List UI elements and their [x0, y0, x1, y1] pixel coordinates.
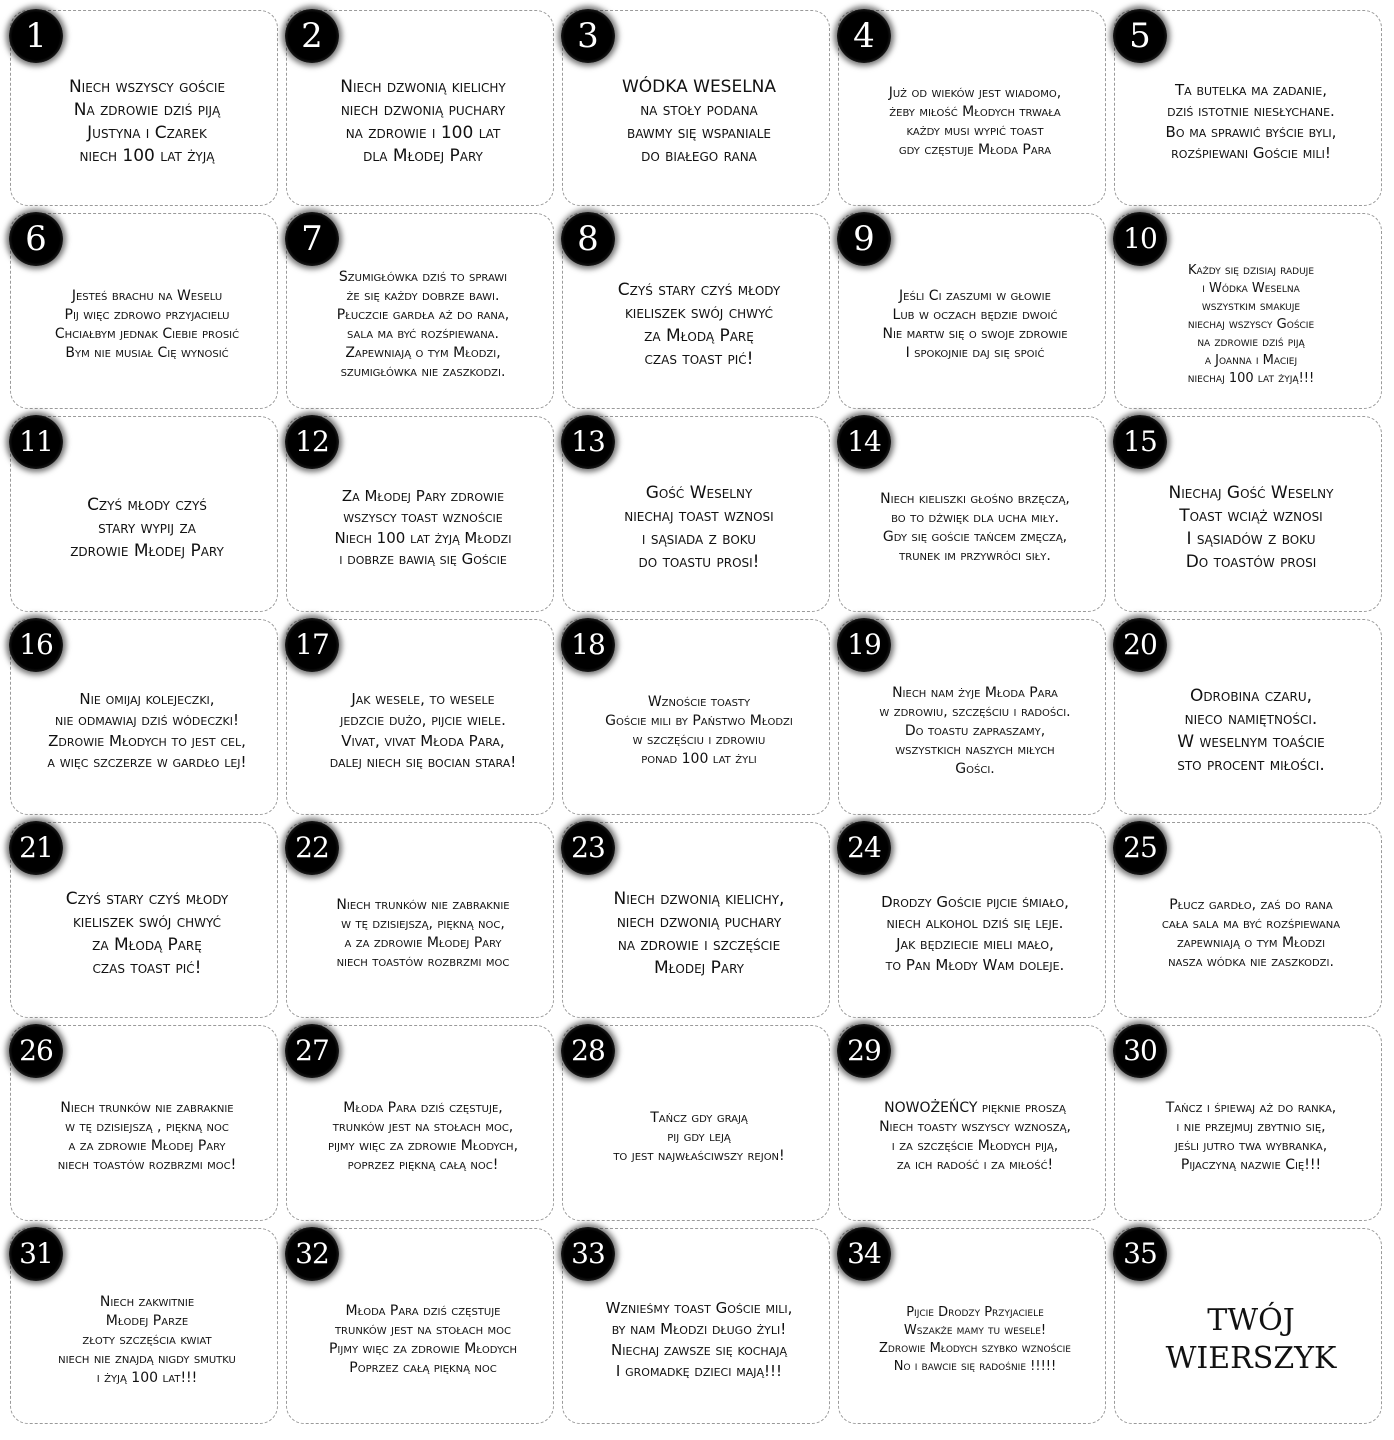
verse-line: Niechaj zawsze się kochają — [611, 1341, 787, 1359]
verse-line: na zdrowie dziś piją — [1197, 335, 1305, 350]
verse-line: wszystkich naszych miłych — [895, 741, 1055, 758]
toast-verse — [301, 662, 545, 800]
card-number-badge: 20 — [1113, 618, 1167, 672]
toast-card — [1114, 416, 1382, 612]
toast-card — [286, 1025, 554, 1221]
verse-line: Jeśli Ci zaszumi w głowie — [899, 288, 1051, 304]
verse-line: i za szczęście Młodych piją, — [891, 1138, 1059, 1154]
verse-line: a za zdrowie Młodej Pary — [68, 1138, 226, 1154]
card-number-badge: 18 — [561, 618, 615, 672]
toast-card — [562, 416, 830, 612]
verse-line: W weselnym toaście — [1177, 732, 1325, 752]
toast-card — [286, 822, 554, 1018]
verse-line: Płuczcie gardła aż do rana, — [336, 307, 510, 323]
toast-card — [286, 416, 554, 612]
verse-line: Jak wesele, to wesele — [351, 690, 495, 708]
verse-line: dla Młodej Pary — [363, 146, 483, 166]
toast-card — [838, 619, 1106, 815]
verse-line: nie odmawiaj dziś wódeczki! — [54, 711, 240, 729]
verse-line: jedzcie dużo, pijcie wiele. — [340, 711, 506, 729]
toast-verse — [853, 1271, 1097, 1409]
verse-line: rozśpiewani Goście mili! — [1171, 144, 1331, 162]
verse-line: Młoda Para dziś częstuje, — [343, 1100, 503, 1116]
toast-card — [1114, 822, 1382, 1018]
verse-line: Pij więc zdrowo przyjacielu — [64, 307, 230, 323]
verse-line: wszyscy toast wznoście — [343, 508, 503, 526]
toast-verse — [577, 256, 821, 394]
toast-verse — [301, 53, 545, 191]
verse-line: Niech toasty wszyscy wznoszą, — [879, 1119, 1071, 1135]
verse-line: i Wódka Weselna — [1202, 281, 1300, 296]
verse-line: Zapewniają o tym Młodzi, — [345, 345, 501, 361]
verse-line: WIERSZYK — [1165, 1341, 1337, 1376]
verse-line: Niech trunków nie zabraknie — [336, 897, 510, 913]
card-number-badge: 9 — [837, 212, 891, 266]
verse-line: cała sala ma być rozśpiewana — [1161, 916, 1341, 932]
verse-line: Już od wieków jest wiadomo, — [888, 85, 1062, 101]
toast-card — [10, 1228, 278, 1424]
verse-line: Niech nam żyje Młoda Para — [892, 684, 1058, 701]
card-number-badge: 28 — [561, 1024, 615, 1078]
verse-line: na zdrowie i szczęście — [617, 935, 781, 955]
card-number-badge: 22 — [285, 821, 339, 875]
verse-line: Płucz gardło, zaś do rana — [1169, 897, 1333, 913]
verse-line: Goście mili by Państwo Młodzi — [605, 713, 793, 729]
verse-line: do białego rana — [641, 146, 757, 166]
verse-line: Nie martw się o swoje zdrowie — [882, 326, 1068, 342]
verse-line: stary wypij za — [98, 517, 196, 538]
toast-verse — [577, 1068, 821, 1206]
toast-verse — [853, 459, 1097, 597]
verse-line: Na zdrowie dziś piją — [73, 100, 221, 120]
card-number-badge: 4 — [837, 9, 891, 63]
verse-line: Za Młodej Pary zdrowie — [341, 487, 505, 505]
verse-line: żeby miłość Młodych trwała — [889, 104, 1061, 120]
card-number-badge: 33 — [561, 1227, 615, 1281]
toast-card — [286, 213, 554, 409]
toast-card — [1114, 1228, 1382, 1424]
toast-verse — [577, 662, 821, 800]
verse-line: Młoda Para dziś częstuje — [345, 1303, 501, 1319]
verse-line: poprzez piękną całą noc! — [347, 1157, 499, 1173]
verse-line: dalej niech się bocian stara! — [329, 753, 517, 771]
verse-line: Niechaj Gość Weselny — [1168, 483, 1334, 503]
verse-line: trunków jest na stołach moc, — [332, 1119, 514, 1135]
verse-line: Pijmy więc za zdrowie Młodych — [328, 1341, 518, 1357]
verse-line: za ich radość i za miłość! — [896, 1157, 1054, 1173]
toast-verse — [1129, 662, 1373, 800]
verse-line: Zdrowie Młodych to jest cel, — [48, 732, 246, 750]
toast-verse — [1129, 865, 1373, 1003]
verse-line: szumigłówka nie zaszkodzi. — [340, 364, 506, 380]
card-number-badge: 26 — [9, 1024, 63, 1078]
verse-line: jeśli jutro twa wybranka, — [1174, 1138, 1328, 1154]
verse-line: Młodej Parze — [105, 1312, 189, 1329]
card-number-badge: 29 — [837, 1024, 891, 1078]
toast-card — [838, 822, 1106, 1018]
toast-card — [562, 619, 830, 815]
card-number-badge: 27 — [285, 1024, 339, 1078]
verse-line: I sąsiadów z boku — [1186, 529, 1316, 549]
verse-line: na stoły podana — [640, 100, 758, 120]
verse-line: i żyją 100 lat!!! — [96, 1369, 198, 1386]
verse-line: by nam Młodzi długo żyli! — [611, 1320, 787, 1338]
toast-verse — [301, 1068, 545, 1206]
verse-line: niech alkohol dziś się leje. — [886, 914, 1064, 932]
toast-card — [1114, 10, 1382, 206]
verse-line: Wznoście toasty — [647, 694, 751, 710]
card-number-badge: 17 — [285, 618, 339, 672]
verse-line: Vivat, vivat Młoda Para, — [341, 732, 505, 750]
verse-line: Pijaczyną nazwie Cię!!! — [1180, 1157, 1322, 1173]
toast-verse — [301, 1271, 545, 1409]
toast-verse — [577, 53, 821, 191]
toast-card — [1114, 619, 1382, 815]
verse-line: Gości. — [955, 760, 995, 777]
verse-line: Poprzez całą piękną noc — [349, 1360, 497, 1376]
toast-card — [286, 619, 554, 815]
card-number-badge: 34 — [837, 1227, 891, 1281]
card-number-badge: 21 — [9, 821, 63, 875]
toast-card — [562, 1025, 830, 1221]
verse-line: do toastu prosi! — [638, 552, 760, 572]
toast-card — [838, 10, 1106, 206]
verse-line: trunków jest na stołach moc — [334, 1322, 512, 1338]
verse-line: Justyna i Czarek — [87, 123, 207, 143]
verse-line: bo to dźwięk dla ucha miły. — [891, 510, 1059, 526]
toast-verse — [301, 256, 545, 394]
card-number-badge: 6 — [9, 212, 63, 266]
toast-card — [10, 1025, 278, 1221]
toast-card — [10, 619, 278, 815]
toast-verse — [1129, 459, 1373, 597]
verse-line: złoty szczęścia kwiat — [82, 1331, 212, 1348]
toast-card — [838, 1228, 1106, 1424]
toast-card — [286, 10, 554, 206]
verse-line: Tańcz i śpiewaj aż do ranka, — [1165, 1100, 1337, 1116]
verse-line: Jak będziecie mieli mało, — [896, 935, 1054, 953]
verse-line: niech nie znajdą nigdy smutku — [58, 1350, 236, 1367]
verse-line: nieco namiętności. — [1184, 709, 1318, 729]
verse-line: Każdy się dzisiaj raduje — [1187, 263, 1315, 278]
verse-line: niechaj 100 lat żyją!!! — [1187, 371, 1315, 386]
toast-verse — [577, 459, 821, 597]
verse-line: sala ma być rozśpiewana. — [347, 326, 499, 342]
toast-verse — [301, 865, 545, 1003]
verse-line: Czyś młody czyś — [87, 494, 207, 515]
verse-line: Pijcie Drodzy Przyjaciele — [906, 1305, 1044, 1320]
verse-line: niechaj wszyscy Goście — [1187, 317, 1315, 332]
verse-line: Niech dzwonią kielichy — [340, 77, 506, 97]
toast-verse — [1129, 256, 1373, 394]
verse-line: TWÓJ — [1207, 1303, 1295, 1338]
verse-line: Do toastu zapraszamy, — [904, 722, 1046, 739]
toast-verse — [25, 256, 269, 394]
verse-line: I spokojnie daj się spoić — [905, 345, 1045, 361]
verse-line: każdy musi wypić toast — [906, 123, 1044, 139]
card-number-badge: 23 — [561, 821, 615, 875]
verse-line: Zdrowie Młodych szybko wznoście — [879, 1341, 1071, 1356]
verse-line: Chciałbym jednak Ciebie prosić — [54, 326, 240, 342]
card-number-badge: 3 — [561, 9, 615, 63]
verse-line: sto procent miłości. — [1177, 755, 1325, 775]
toast-verse — [1129, 1068, 1373, 1206]
verse-line: Czyś stary czyś młody — [617, 280, 781, 300]
verse-line: trunek im przywróci siły. — [899, 548, 1051, 564]
verse-line: a Joanna i Maciej — [1204, 353, 1298, 368]
toast-card — [562, 822, 830, 1018]
toast-verse — [577, 865, 821, 1003]
verse-line: Wszakże mamy tu wesele! — [903, 1323, 1047, 1338]
card-number-badge: 31 — [9, 1227, 63, 1281]
verse-line: Gdy się goście tańcem zmęczą, — [882, 529, 1068, 545]
toast-verse — [25, 459, 269, 597]
verse-line: WÓDKA WESELNA — [621, 77, 777, 97]
toast-card — [838, 416, 1106, 612]
card-number-badge: 10 — [1113, 212, 1167, 266]
verse-line: dziś istotnie niesłychane. — [1167, 102, 1335, 120]
verse-line: Młodej Pary — [654, 958, 744, 978]
toast-verse — [577, 1271, 821, 1409]
verse-line: Lub w oczach będzie dwoić — [892, 307, 1058, 323]
verse-line: to jest najwłaściwszy rejon! — [613, 1147, 785, 1164]
toast-card — [562, 10, 830, 206]
toast-card — [1114, 1025, 1382, 1221]
verse-line: Nie omijaj kolejeczki, — [79, 690, 215, 708]
verse-line: Szumigłówka dziś to sprawi — [338, 269, 508, 285]
toast-verse — [853, 865, 1097, 1003]
verse-line: za Młodą Parę — [644, 326, 754, 346]
toast-card — [562, 213, 830, 409]
card-number-badge: 11 — [9, 415, 63, 469]
toast-verse — [25, 662, 269, 800]
verse-line: w tę dzisiejszą , piękną noc — [65, 1119, 229, 1135]
toast-verse — [25, 1068, 269, 1206]
verse-line: Ta butelka ma zadanie, — [1174, 81, 1327, 99]
toast-verse — [1129, 1271, 1373, 1409]
verse-line: Bo ma sprawić byście byli, — [1165, 123, 1337, 141]
verse-line: niechaj toast wznosi — [624, 506, 774, 526]
card-number-badge: 30 — [1113, 1024, 1167, 1078]
toast-card — [562, 1228, 830, 1424]
toast-verse — [25, 865, 269, 1003]
verse-line: Do toastów prosi — [1185, 552, 1317, 572]
card-number-badge: 19 — [837, 618, 891, 672]
toast-card — [10, 416, 278, 612]
card-number-badge: 24 — [837, 821, 891, 875]
verse-line: I gromadkę dzieci mają!!! — [615, 1362, 783, 1380]
verse-line: na zdrowie i 100 lat — [345, 123, 501, 143]
card-number-badge: 15 — [1113, 415, 1167, 469]
verse-line: Drodzy Goście pijcie śmiało, — [881, 893, 1069, 911]
toast-verse — [853, 53, 1097, 191]
verse-line: Odrobina czaru, — [1189, 686, 1313, 706]
verse-line: Niech trunków nie zabraknie — [60, 1100, 234, 1116]
verse-line: No i bawcie się radośnie !!!!! — [893, 1359, 1057, 1374]
verse-line: w szczęściu i zdrowiu — [632, 732, 766, 748]
toast-verse — [25, 53, 269, 191]
verse-line: zapewniają o tym Młodzi — [1176, 935, 1326, 951]
verse-line: a za zdrowie Młodej Pary — [344, 935, 502, 951]
card-number-badge: 5 — [1113, 9, 1167, 63]
verse-line: czas toast pić! — [644, 349, 754, 369]
verse-line: Niech dzwonią kielichy, — [613, 889, 785, 909]
verse-line: Czyś stary czyś młody — [65, 889, 229, 909]
verse-line: a więc szczerze w gardło lej! — [47, 753, 247, 771]
card-number-badge: 1 — [9, 9, 63, 63]
verse-line: za Młodą Parę — [92, 935, 202, 955]
card-number-badge: 8 — [561, 212, 615, 266]
toast-card — [1114, 213, 1382, 409]
card-number-badge: 35 — [1113, 1227, 1167, 1281]
card-number-badge: 32 — [285, 1227, 339, 1281]
verse-line: Niech zakwitnie — [99, 1293, 195, 1310]
verse-line: niech dzwonią puchary — [340, 100, 506, 120]
toast-card — [286, 1228, 554, 1424]
verse-line: w zdrowiu, szczęściu i radości. — [879, 703, 1071, 720]
card-number-badge: 16 — [9, 618, 63, 672]
verse-line: Niech kieliszki głośno brzęczą, — [880, 491, 1070, 507]
card-number-badge: 7 — [285, 212, 339, 266]
verse-line: i sąsiada z boku — [641, 529, 757, 549]
verse-line: Niech wszyscy goście — [68, 77, 226, 97]
verse-line: Tańcz gdy grają — [650, 1109, 748, 1126]
verse-line: nasza wódka nie zaszkodzi. — [1168, 954, 1334, 970]
card-number-badge: 25 — [1113, 821, 1167, 875]
verse-line: pijmy więc za zdrowie Młodych, — [327, 1138, 519, 1154]
toast-verse — [853, 256, 1097, 394]
verse-line: i dobrze bawią się Goście — [339, 550, 507, 568]
card-number-badge: 2 — [285, 9, 339, 63]
toast-verse — [25, 1271, 269, 1409]
verse-line: kieliszek swój chwyć — [624, 303, 774, 323]
verse-line: Jesteś brachu na Weselu — [71, 288, 223, 304]
toast-verse — [301, 459, 545, 597]
verse-line: czas toast pić! — [92, 958, 202, 978]
verse-line: Toast wciąż wznosi — [1179, 506, 1323, 526]
card-number-badge: 14 — [837, 415, 891, 469]
toast-verse — [853, 662, 1097, 800]
toast-labels-grid — [10, 10, 1390, 1430]
verse-line: NOWOŻEŃCY pięknie proszą — [884, 1100, 1066, 1116]
verse-line: pij gdy leją — [667, 1128, 731, 1145]
verse-line: ponad 100 lat żyli — [641, 751, 757, 767]
verse-line: że się każdy dobrze bawi. — [346, 288, 500, 304]
verse-line: niech 100 lat żyją — [79, 146, 215, 166]
verse-line: Niech 100 lat żyją Młodzi — [334, 529, 512, 547]
toast-card — [10, 213, 278, 409]
verse-line: i nie przejmuj zbytnio się, — [1176, 1119, 1326, 1135]
verse-line: gdy częstuje Młoda Para — [898, 142, 1052, 158]
toast-card — [10, 10, 278, 206]
toast-card — [838, 1025, 1106, 1221]
verse-line: zdrowie Młodej Pary — [70, 540, 224, 561]
verse-line: Bym nie musiał Cię wynosić — [65, 345, 229, 361]
verse-line: wszystkim smakuje — [1201, 299, 1301, 314]
verse-line: Gość Weselny — [645, 483, 753, 503]
card-number-badge: 12 — [285, 415, 339, 469]
verse-line: Wznieśmy toast Goście mili, — [605, 1299, 793, 1317]
verse-line: niech toastów rozbrzmi moc — [336, 954, 510, 970]
verse-line: niech toastów rozbrzmi moc! — [57, 1157, 237, 1173]
toast-card — [10, 822, 278, 1018]
card-number-badge: 13 — [561, 415, 615, 469]
toast-verse — [1129, 53, 1373, 191]
verse-line: bawmy się wspaniale — [626, 123, 772, 143]
toast-card — [838, 213, 1106, 409]
verse-line: w tę dzisiejszą, piękną noc, — [341, 916, 505, 932]
verse-line: niech dzwonią puchary — [616, 912, 782, 932]
verse-line: to Pan Młody Wam doleje. — [885, 956, 1065, 974]
verse-line: kieliszek swój chwyć — [72, 912, 222, 932]
toast-verse — [853, 1068, 1097, 1206]
